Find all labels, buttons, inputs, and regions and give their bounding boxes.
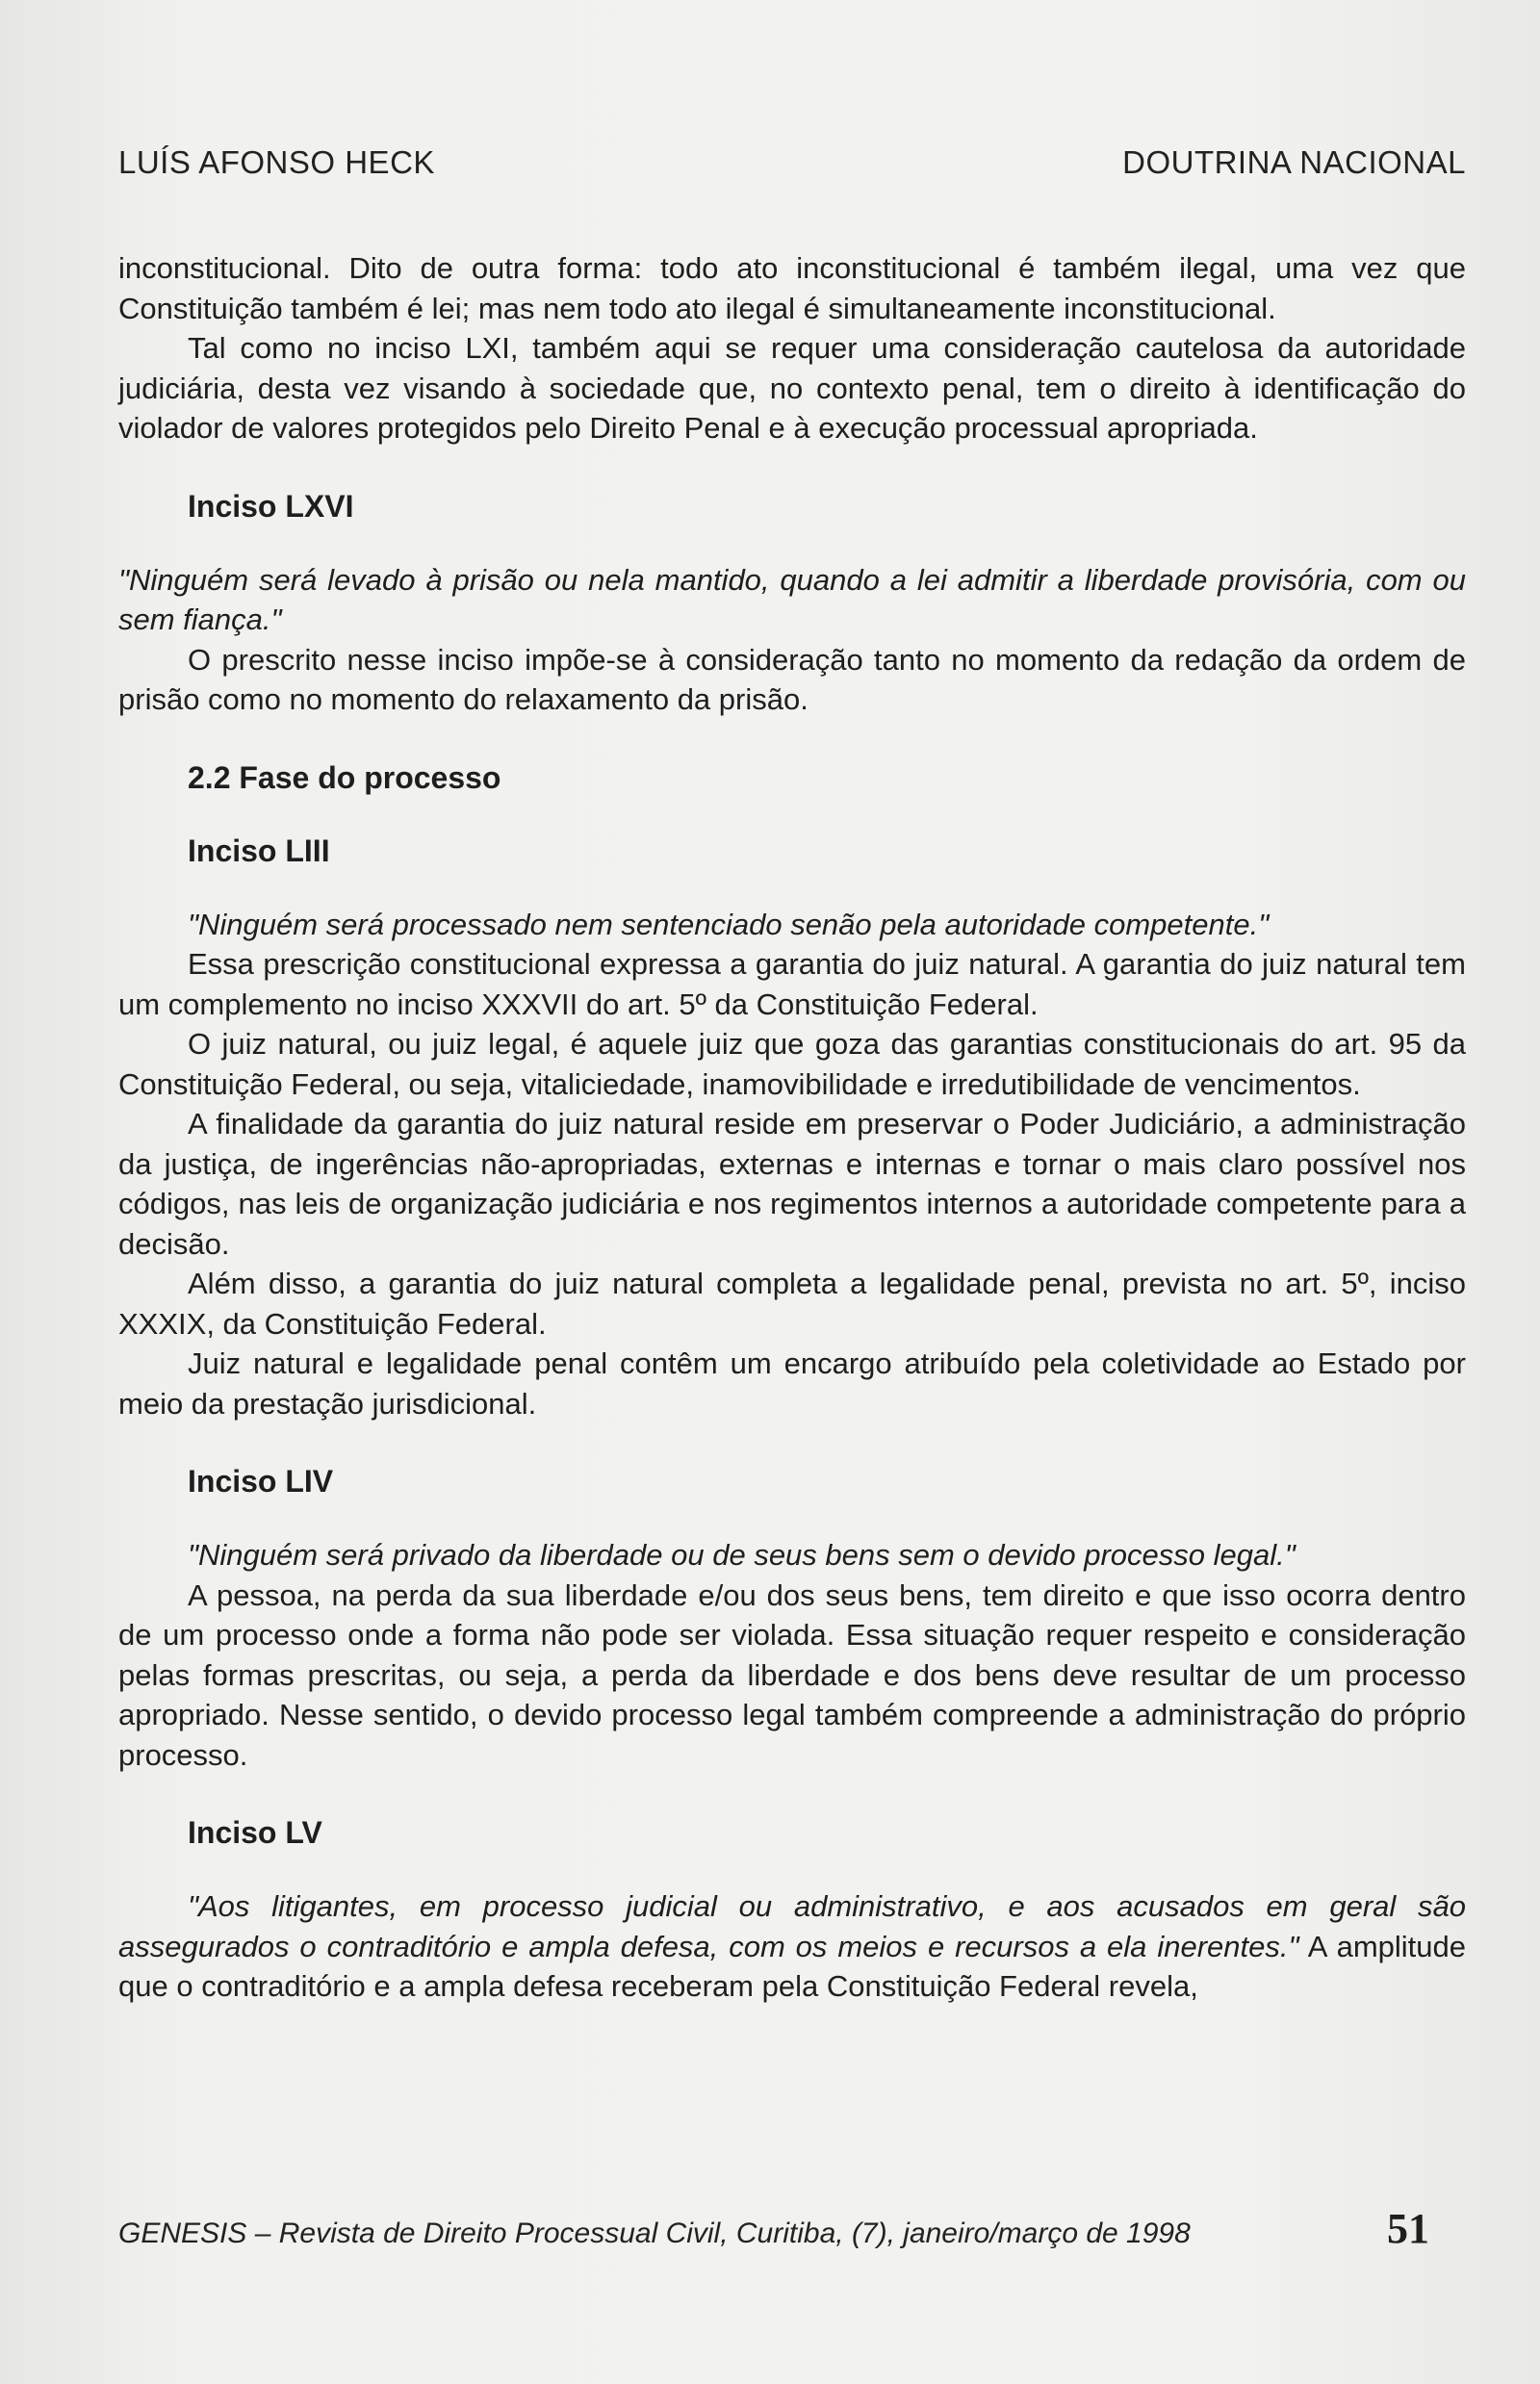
heading-inciso-lxvi: Inciso LXVI <box>188 488 354 524</box>
paragraph: O prescrito nesse inciso impõe-se à consideração tanto no momento da redação da ordem de prisão como no momento do relaxamento da prisão. <box>118 642 1466 716</box>
page-footer <box>118 2204 1466 2253</box>
paragraph-inciso-lv <box>118 1886 1466 2007</box>
paragraph: O juiz natural, ou juiz legal, é aquele juiz que goza das garantias constitucionais do art. 95 da Constituição Federal, ou seja, vitaliciedade, inamovibilidade e irredutibilidade de vencimentos. <box>118 1027 1466 1101</box>
heading-inciso-liv: Inciso LIV <box>188 1464 334 1499</box>
heading-fase-do-processo: 2.2 Fase do processo <box>188 759 501 795</box>
page-number: 51 <box>1387 2205 1429 2252</box>
heading-inciso-lv: Inciso LV <box>188 1815 322 1850</box>
heading-inciso-liii: Inciso LIII <box>188 833 330 868</box>
journal-name: GENESIS <box>118 2217 247 2249</box>
header-author: LUÍS AFONSO HECK <box>118 144 435 180</box>
article-body <box>118 248 1466 2007</box>
paragraph: Essa prescrição constitucional expressa a garantia do juiz natural. A garantia do juiz natural tem um complemento no inciso XXXVII do art. 5º da Constituição Federal. <box>118 947 1466 1021</box>
footer-citation <box>118 2217 1191 2250</box>
paragraph: Tal como no inciso LXI, também aqui se requer uma consideração cautelosa da autoridade judiciária, desta vez visando à sociedade que, no contexto penal, tem o direito à identificação do violador de valores protegidos pelo Direito Penal e à execução processual apropriada. <box>118 331 1466 445</box>
paragraph: A pessoa, na perda da sua liberdade e/ou dos seus bens, tem direito e que isso ocorra dentro de um processo onde a forma não pode ser violada. Essa situação requer respeito e consideração pelas formas prescritas, ou seja, a perda da liberdade e dos bens deve resultar de um processo apropriado. Nesse sentido, o devido processo legal também compreende a administração do próprio processo. <box>118 1577 1466 1772</box>
quote-inciso-liv: "Ninguém será privado da liberdade ou de seus bens sem o devido processo legal." <box>188 1538 1296 1572</box>
running-header <box>118 144 1466 181</box>
paragraph: Além disso, a garantia do juiz natural completa a legalidade penal, prevista no art. 5º, inciso XXXIX, da Constituição Federal. <box>118 1267 1466 1341</box>
journal-details: – Revista de Direito Processual Civil, Curitiba, (7), janeiro/março de 1998 <box>246 2217 1191 2249</box>
quote-inciso-liii: "Ninguém será processado nem sentenciado senão pela autoridade competente." <box>188 907 1270 941</box>
paragraph: Juiz natural e legalidade penal contêm um encargo atribuído pela coletividade ao Estado por meio da prestação jurisdicional. <box>118 1346 1466 1421</box>
header-section: DOUTRINA NACIONAL <box>1122 144 1466 180</box>
quote-inciso-lxvi: "Ninguém será levado à prisão ou nela mantido, quando a lei admitir a liberdade provisória, com ou sem fiança." <box>118 562 1466 636</box>
paragraph-continuation: A amplitude que o contraditório e a ampla defesa receberam pela Constituição Federal revela, <box>118 1929 1466 2003</box>
quote-inciso-lv: "Aos litigantes, em processo judicial ou administrativo, e aos acusados em geral são assegurados o contraditório e ampla defesa, com os meios e recursos a ela inerentes." <box>118 1889 1466 1963</box>
paragraph: A finalidade da garantia do juiz natural reside em preservar o Poder Judiciário, a administração da justiça, de ingerências não-apropriadas, externas e internas e tornar o mais claro possível nos códigos, nas leis de organização judiciária e nos regimentos internos a autoridade competente para a decisão. <box>118 1107 1466 1261</box>
paragraph: inconstitucional. Dito de outra forma: todo ato inconstitucional é também ilegal, uma vez que Constituição também é lei; mas nem todo ato ilegal é simultaneamente inconstitucional. <box>118 251 1466 325</box>
